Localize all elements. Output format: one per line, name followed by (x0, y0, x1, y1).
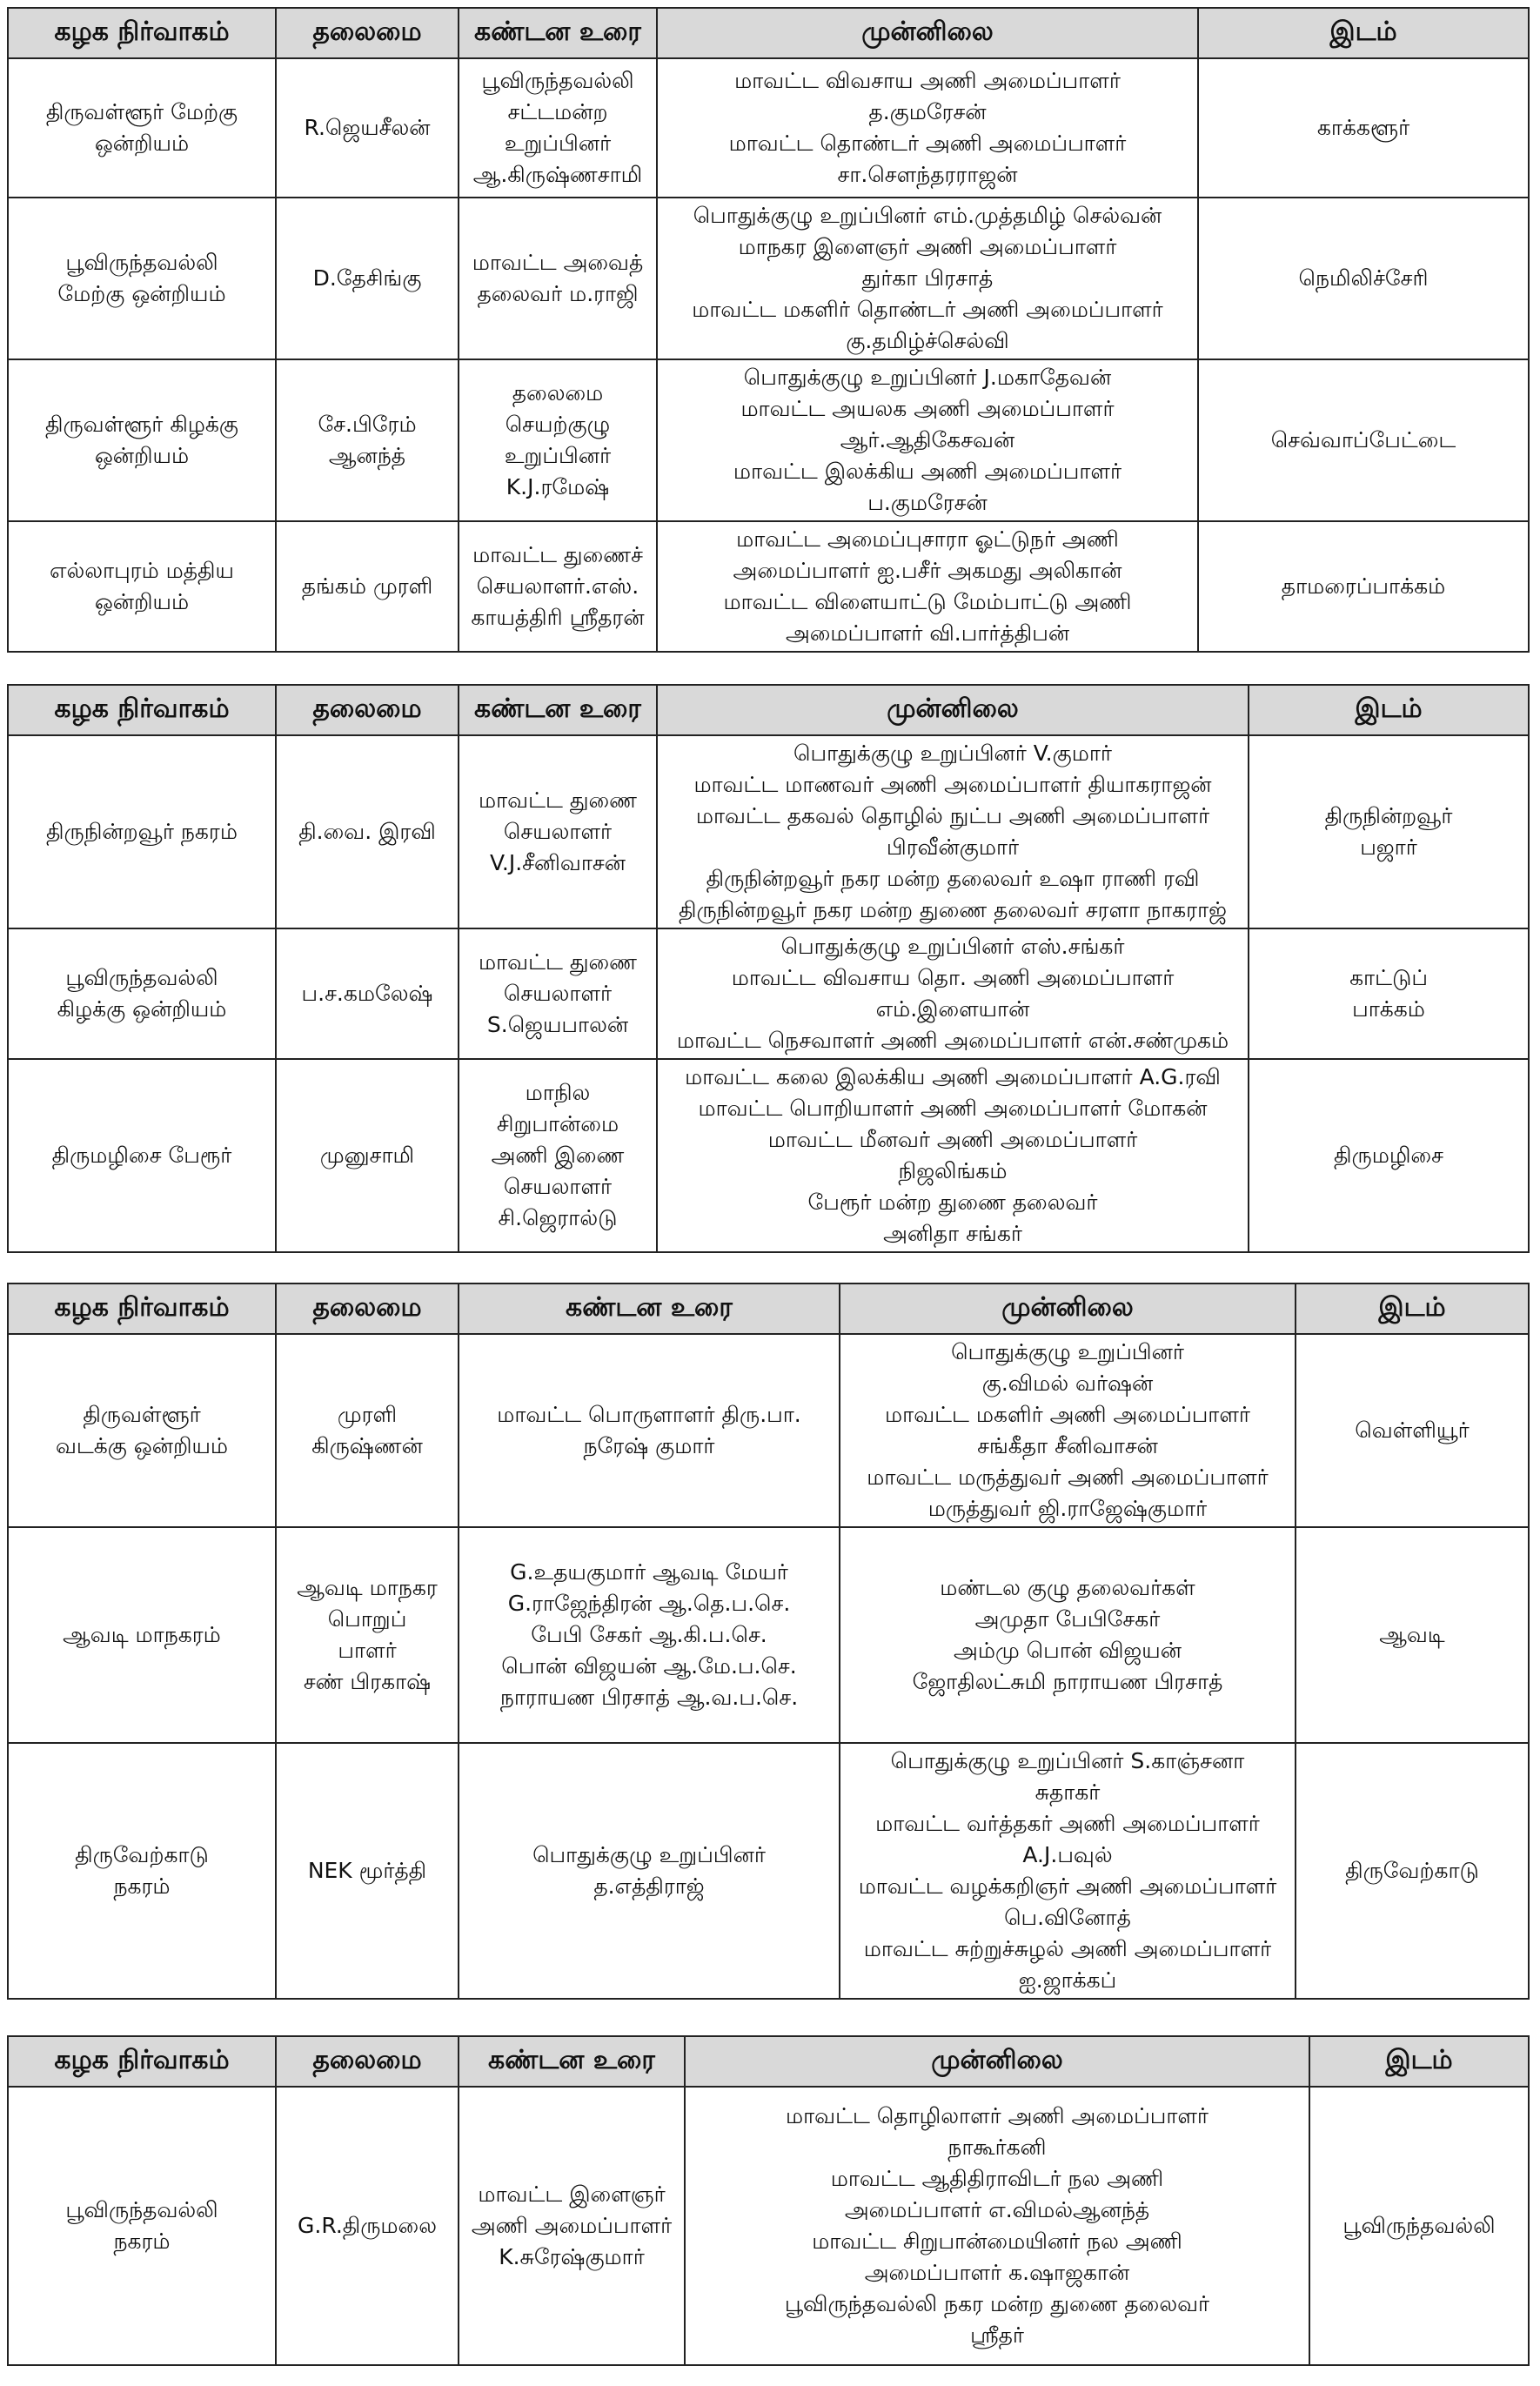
header-org: கழக நிர்வாகம் (8, 8, 276, 58)
cell-speech (459, 1059, 657, 1252)
cell-line: மாவட்ட சிறுபான்மையினர் நல அணி (812, 2228, 1182, 2254)
cell-line: தலைவர் ம.ராஜி (477, 281, 639, 306)
header-row (8, 8, 1529, 58)
cell-pres (657, 1059, 1249, 1252)
cell-line: ப.குமரேசன் (867, 490, 988, 515)
cell-org (8, 359, 276, 521)
cell-line: ஜோதிலட்சுமி நாராயண பிரசாத் (912, 1669, 1223, 1694)
cell-line: தலைமை (512, 380, 604, 405)
cell-line: பூவிருந்தவல்லி (65, 2197, 218, 2222)
cell-line: கு.தமிழ்ச்செல்வி (846, 328, 1009, 353)
cell-line: முரளி (337, 1402, 398, 1427)
cell-org (8, 58, 276, 198)
cell-line: ஒன்றியம் (94, 443, 190, 468)
cell-place (1296, 1743, 1529, 1999)
cell-pres (657, 198, 1198, 359)
cell-line: நாராயண பிரசாத் ஆ.வ.ப.செ. (499, 1685, 799, 1710)
cell-line: G.உதயகுமார் ஆவடி மேயர் (510, 1559, 788, 1585)
header-pres: முன்னிலை (657, 8, 1198, 58)
cell-place (1249, 735, 1529, 928)
header-lead: தலைமை (276, 8, 459, 58)
cell-line: மாவட்ட சுற்றுச்சுழல் அணி அமைப்பாளர் (863, 1936, 1272, 1961)
schedule-table-4 (7, 2035, 1530, 2366)
cell-line: சட்டமன்ற (507, 99, 608, 124)
cell-line: மாவட்ட தொண்டர் அணி அமைப்பாளர் (728, 131, 1127, 156)
cell-place (1296, 1334, 1529, 1527)
cell-pres (840, 1527, 1296, 1743)
cell-lead (276, 1334, 459, 1527)
cell-line: நெமிலிச்சேரி (1298, 265, 1429, 291)
cell-pres (685, 2087, 1309, 2365)
cell-place (1198, 521, 1529, 652)
cell-line: மருத்துவர் ஜி.ராஜேஷ்குமார் (927, 1496, 1208, 1521)
cell-line: த.குமரேசன் (868, 99, 987, 124)
cell-place (1249, 1059, 1529, 1252)
cell-line: அமைப்பாளர் ஐ.பசீர் அகமது அலிகான் (733, 558, 1122, 583)
cell-line: ஆவடி (1379, 1622, 1445, 1647)
header-speech: கண்டன உரை (459, 8, 657, 58)
cell-pres (840, 1334, 1296, 1527)
cell-line: உறுப்பினர் (504, 443, 612, 468)
cell-line: திருநின்றவூர் நகரம் (46, 819, 238, 844)
cell-line: S.ஜெயபாலன் (486, 1012, 629, 1037)
cell-line: பெ.வினோத் (1004, 1905, 1131, 1930)
cell-pres (657, 359, 1198, 521)
cell-org (8, 928, 276, 1059)
cell-line: திருமழிசை (1334, 1143, 1443, 1168)
cell-line: A.J.பவுல் (1022, 1842, 1113, 1867)
cell-line: கிழக்கு ஒன்றியம் (57, 996, 227, 1022)
cell-line: மாவட்ட விளையாட்டு மேம்பாட்டு அணி (723, 589, 1132, 614)
cell-line: காக்களூர் (1316, 115, 1410, 140)
cell-line: மாவட்ட ஆதிதிராவிடர் நல அணி (830, 2166, 1164, 2191)
cell-line: ஒன்றியம் (94, 131, 190, 156)
table-row (8, 1334, 1529, 1527)
cell-line: த.எத்திராஜ் (593, 1873, 705, 1899)
cell-lead (276, 58, 459, 198)
cell-line: பொதுக்குழு உறுப்பினர் S.காஞ்சனா (890, 1748, 1245, 1773)
cell-line: சிறுபான்மை (496, 1111, 619, 1136)
cell-line: நரேஷ் குமார் (583, 1433, 715, 1458)
cell-org (8, 1334, 276, 1527)
cell-pres (657, 521, 1198, 652)
cell-pres (657, 928, 1249, 1059)
header-pres: முன்னிலை (840, 1283, 1296, 1334)
cell-line: அமைப்பாளர் க.ஷாஜகான் (864, 2260, 1130, 2285)
cell-org (8, 1059, 276, 1252)
header-row (8, 2036, 1529, 2087)
cell-org (8, 2087, 276, 2365)
schedule-table-3 (7, 1283, 1530, 2000)
cell-line: மாவட்ட துணைச் (472, 542, 643, 567)
cell-line: செவ்வாப்பேட்டை (1270, 427, 1456, 452)
cell-pres (840, 1743, 1296, 1999)
cell-line: ஒன்றியம் (94, 589, 190, 614)
cell-line: சங்கீதா சீனிவாசன் (977, 1433, 1158, 1458)
cell-line: வெள்ளியூர் (1355, 1418, 1470, 1443)
cell-line: மாவட்ட துணை (479, 788, 637, 813)
cell-line: மாவட்ட மீனவர் அணி அமைப்பாளர் (767, 1127, 1138, 1152)
table-row (8, 198, 1529, 359)
header-place: இடம் (1249, 685, 1529, 735)
cell-line: செயலாளர்.எஸ். (476, 573, 639, 599)
cell-line: மாவட்ட துணை (479, 949, 637, 975)
cell-org (8, 198, 276, 359)
cell-line: R.ஜெயசீலன் (304, 115, 431, 140)
cell-line: பூவிருந்தவல்லி (65, 250, 218, 275)
cell-org (8, 1527, 276, 1743)
cell-speech (459, 1334, 840, 1527)
cell-line: சே.பிரேம் (318, 412, 417, 437)
cell-line: தாமரைப்பாக்கம் (1281, 573, 1446, 599)
cell-line: மாவட்ட மாணவர் அணி அமைப்பாளர் தியாகராஜன் (693, 772, 1212, 797)
cell-line: துர்கா பிரசாத் (861, 265, 994, 291)
cell-line: பூவிருந்தவல்லி நகர மன்ற துணை தலைவர் (784, 2291, 1210, 2316)
cell-line: அமைப்பாளர் எ.விமல்ஆனந்த் (844, 2197, 1150, 2222)
cell-speech (459, 928, 657, 1059)
cell-line: மாவட்ட கலை இலக்கிய அணி அமைப்பாளர் A.G.ரவி (685, 1064, 1221, 1089)
header-place: இடம் (1309, 2036, 1529, 2087)
cell-line: திருவேற்காடு (75, 1842, 209, 1867)
cell-line: அமுதா பேபிசேகர் (974, 1606, 1161, 1632)
cell-org (8, 735, 276, 928)
cell-line: பிரவீன்குமார் (886, 834, 1020, 860)
cell-line: ஆனந்த் (328, 443, 406, 468)
cell-line: ஐ.ஜாக்கப் (1018, 1967, 1117, 1993)
cell-line: பாளர் (338, 1638, 397, 1663)
cell-line: திருநின்றவூர் நகர மன்ற துணை தலைவர் சரளா நாகராஜ் (678, 897, 1227, 922)
cell-line: திருநின்றவூர் நகர மன்ற தலைவர் உஷா ராணி ரவி (706, 866, 1200, 891)
header-speech: கண்டன உரை (459, 1283, 840, 1334)
table-row (8, 735, 1529, 928)
cell-line: திருவள்ளூர் கிழக்கு (45, 412, 238, 437)
table-row (8, 2087, 1529, 2365)
cell-line: செயலாளர் (503, 1174, 613, 1199)
cell-line: செயலாளர் (503, 981, 613, 1006)
cell-line: பூவிருந்தவல்லி (1342, 2213, 1496, 2238)
cell-pres (657, 58, 1198, 198)
header-pres: முன்னிலை (685, 2036, 1309, 2087)
cell-speech (459, 735, 657, 928)
cell-pres (657, 735, 1249, 928)
cell-speech (459, 58, 657, 198)
cell-line: திருவேற்காடு (1345, 1858, 1479, 1883)
cell-line: பொறுப் (327, 1606, 407, 1632)
cell-line: K.சுரேஷ்குமார் (499, 2244, 645, 2269)
cell-speech (459, 1743, 840, 1999)
cell-line: G.ராஜேந்திரன் ஆ.தெ.ப.செ. (507, 1591, 791, 1616)
cell-line: மாவட்ட தகவல் தொழில் நுட்ப அணி அமைப்பாளர் (695, 803, 1210, 828)
cell-speech (459, 198, 657, 359)
cell-line: G.R.திருமலை (298, 2213, 437, 2238)
cell-speech (459, 1527, 840, 1743)
header-lead: தலைமை (276, 685, 459, 735)
cell-org (8, 521, 276, 652)
cell-line: பூவிருந்தவல்லி (481, 68, 634, 93)
cell-line: தி.வை. இரவி (298, 819, 436, 844)
header-speech: கண்டன உரை (459, 685, 657, 735)
header-pres: முன்னிலை (657, 685, 1249, 735)
table-row (8, 58, 1529, 198)
cell-line: ஆவடி மாநகரம் (63, 1622, 221, 1647)
cell-line: மாவட்ட அயலக அணி அமைப்பாளர் (740, 396, 1115, 421)
table-row (8, 1527, 1529, 1743)
header-lead: தலைமை (276, 2036, 459, 2087)
cell-line: ப.ச.கமலேஷ் (301, 981, 433, 1006)
cell-line: மாவட்ட விவசாய அணி அமைப்பாளர் (734, 68, 1121, 93)
cell-line: செயற்குழு (505, 412, 611, 437)
cell-place (1249, 928, 1529, 1059)
cell-lead (276, 521, 459, 652)
table-row (8, 359, 1529, 521)
cell-lead (276, 928, 459, 1059)
schedule-table-2 (7, 684, 1530, 1253)
cell-line: எம்.இளையான் (875, 996, 1030, 1022)
cell-line: மாவட்ட நெசவாளர் அணி அமைப்பாளர் என்.சண்முகம் (676, 1028, 1229, 1053)
cell-line: கு.விமல் வர்ஷன் (981, 1371, 1154, 1396)
cell-org (8, 1743, 276, 1999)
table-row (8, 928, 1529, 1059)
cell-line: ஆவடி மாநகர (297, 1575, 438, 1600)
cell-line: எல்லாபுரம் மத்திய (50, 558, 234, 583)
cell-line: மாவட்ட அமைப்புசாரா ஓட்டுநர் அணி (736, 526, 1119, 552)
cell-line: தங்கம் முரளி (301, 573, 433, 599)
cell-line: பொன் விஜயன் ஆ.மே.ப.செ. (501, 1653, 797, 1679)
header-place: இடம் (1296, 1283, 1529, 1334)
cell-line: பஜார் (1360, 834, 1417, 860)
cell-line: உறுப்பினர் (504, 131, 612, 156)
cell-line: சுதாகர் (1034, 1779, 1101, 1805)
cell-place (1198, 198, 1529, 359)
cell-lead (276, 1743, 459, 1999)
cell-line: திருநின்றவூர் (1324, 803, 1453, 828)
cell-lead (276, 1059, 459, 1252)
cell-line: மாவட்ட மருத்துவர் அணி அமைப்பாளர் (867, 1464, 1269, 1490)
cell-speech (459, 521, 657, 652)
cell-lead (276, 735, 459, 928)
cell-line: செயலாளர் (503, 819, 613, 844)
header-org: கழக நிர்வாகம் (8, 2036, 276, 2087)
cell-line: பொதுக்குழு உறுப்பினர் J.மகாதேவன் (743, 365, 1112, 390)
cell-line: V.J.சீனிவாசன் (490, 850, 626, 875)
cell-speech (459, 359, 657, 521)
cell-line: பொதுக்குழு உறுப்பினர் எஸ்.சங்கர் (780, 934, 1125, 959)
cell-line: திருமழிசை பேரூர் (51, 1143, 232, 1168)
cell-line: மாவட்ட மகளிர் தொண்டர் அணி அமைப்பாளர் (692, 297, 1163, 322)
cell-line: மாநகர இளைஞர் அணி அமைப்பாளர் (738, 234, 1117, 259)
cell-line: முனுசாமி (319, 1143, 415, 1168)
cell-line: பாக்கம் (1352, 996, 1425, 1022)
cell-line: நாகூர்கனி (947, 2135, 1047, 2160)
table-row (8, 521, 1529, 652)
header-place: இடம் (1198, 8, 1529, 58)
cell-line: மேற்கு ஒன்றியம் (57, 281, 226, 306)
cell-line: D.தேசிங்கு (312, 265, 422, 291)
header-speech: கண்டன உரை (459, 2036, 685, 2087)
cell-line: நிஜலிங்கம் (898, 1158, 1008, 1183)
cell-line: அணி இணை (491, 1143, 625, 1168)
cell-place (1198, 58, 1529, 198)
cell-line: NEK மூர்த்தி (307, 1858, 427, 1883)
cell-line: திருவள்ளூர் (83, 1402, 201, 1427)
cell-lead (276, 359, 459, 521)
cell-line: மண்டல குழு தலைவர்கள் (940, 1575, 1195, 1600)
cell-line: ஸ்ரீதர் (970, 2322, 1024, 2348)
cell-line: பொதுக்குழு உறுப்பினர் (951, 1339, 1184, 1364)
header-row (8, 685, 1529, 735)
table-row (8, 1743, 1529, 1999)
cell-line: மாவட்ட இளைஞர் (478, 2182, 666, 2207)
cell-line: மாவட்ட இலக்கிய அணி அமைப்பாளர் (733, 459, 1122, 484)
cell-line: நகரம் (113, 1873, 171, 1899)
cell-line: அம்மு பொன் விஜயன் (954, 1638, 1182, 1663)
cell-line: அமைப்பாளர் வி.பார்த்திபன் (785, 620, 1070, 646)
cell-line: மாவட்ட வர்த்தகர் அணி அமைப்பாளர் (875, 1811, 1260, 1836)
cell-line: பேரூர் மன்ற துணை தலைவர் (807, 1190, 1098, 1215)
cell-line: திருவள்ளூர் மேற்கு (45, 99, 238, 124)
cell-lead (276, 1527, 459, 1743)
cell-line: காட்டுப் (1349, 965, 1428, 990)
cell-lead (276, 2087, 459, 2365)
cell-line: மாவட்ட மகளிர் அணி அமைப்பாளர் (885, 1402, 1250, 1427)
cell-line: சா.சௌந்தரராஜன் (837, 162, 1018, 187)
cell-line: K.J.ரமேஷ் (506, 474, 610, 499)
cell-line: பூவிருந்தவல்லி (65, 965, 218, 990)
cell-speech (459, 2087, 685, 2365)
cell-line: பொதுக்குழு உறுப்பினர் (532, 1842, 766, 1867)
cell-line: மாவட்ட பொருளாளர் திரு.பா. (497, 1402, 801, 1427)
cell-line: ஆ.கிருஷ்ணசாமி (472, 162, 643, 187)
cell-line: சண் பிரகாஷ் (303, 1669, 432, 1694)
cell-line: மாவட்ட விவசாய தொ. அணி அமைப்பாளர் (731, 965, 1175, 990)
header-org: கழக நிர்வாகம் (8, 685, 276, 735)
cell-line: மாவட்ட பொறியாளர் அணி அமைப்பாளர் மோகன் (698, 1096, 1208, 1121)
table-row (8, 1059, 1529, 1252)
cell-line: வடக்கு ஒன்றியம் (55, 1433, 229, 1458)
header-row (8, 1283, 1529, 1334)
cell-place (1309, 2087, 1529, 2365)
cell-line: மாநில (525, 1080, 591, 1105)
cell-line: பொதுக்குழு உறுப்பினர் எம்.முத்தமிழ் செல்வன் (693, 203, 1162, 228)
cell-line: பொதுக்குழு உறுப்பினர் V.குமார் (793, 741, 1112, 766)
cell-line: சி.ஜெரால்டு (498, 1205, 618, 1230)
cell-line: அனிதா சங்கர் (883, 1221, 1022, 1246)
cell-line: நகரம் (113, 2228, 171, 2254)
cell-place (1296, 1527, 1529, 1743)
header-lead: தலைமை (276, 1283, 459, 1334)
cell-line: மாவட்ட தொழிலாளர் அணி அமைப்பாளர் (786, 2103, 1209, 2128)
schedule-table-1 (7, 7, 1530, 653)
cell-place (1198, 359, 1529, 521)
cell-line: காயத்திரி ஸ்ரீதரன் (471, 605, 645, 630)
cell-line: மாவட்ட அவைத் (472, 250, 644, 275)
cell-line: பேபி சேகர் ஆ.கி.ப.செ. (531, 1622, 767, 1647)
cell-line: ஆர்.ஆதிகேசவன் (840, 427, 1015, 452)
header-org: கழக நிர்வாகம் (8, 1283, 276, 1334)
cell-line: அணி அமைப்பாளர் (471, 2213, 673, 2238)
cell-line: கிருஷ்ணன் (311, 1433, 423, 1458)
cell-lead (276, 198, 459, 359)
cell-line: மாவட்ட வழக்கறிஞர் அணி அமைப்பாளர் (858, 1873, 1277, 1899)
